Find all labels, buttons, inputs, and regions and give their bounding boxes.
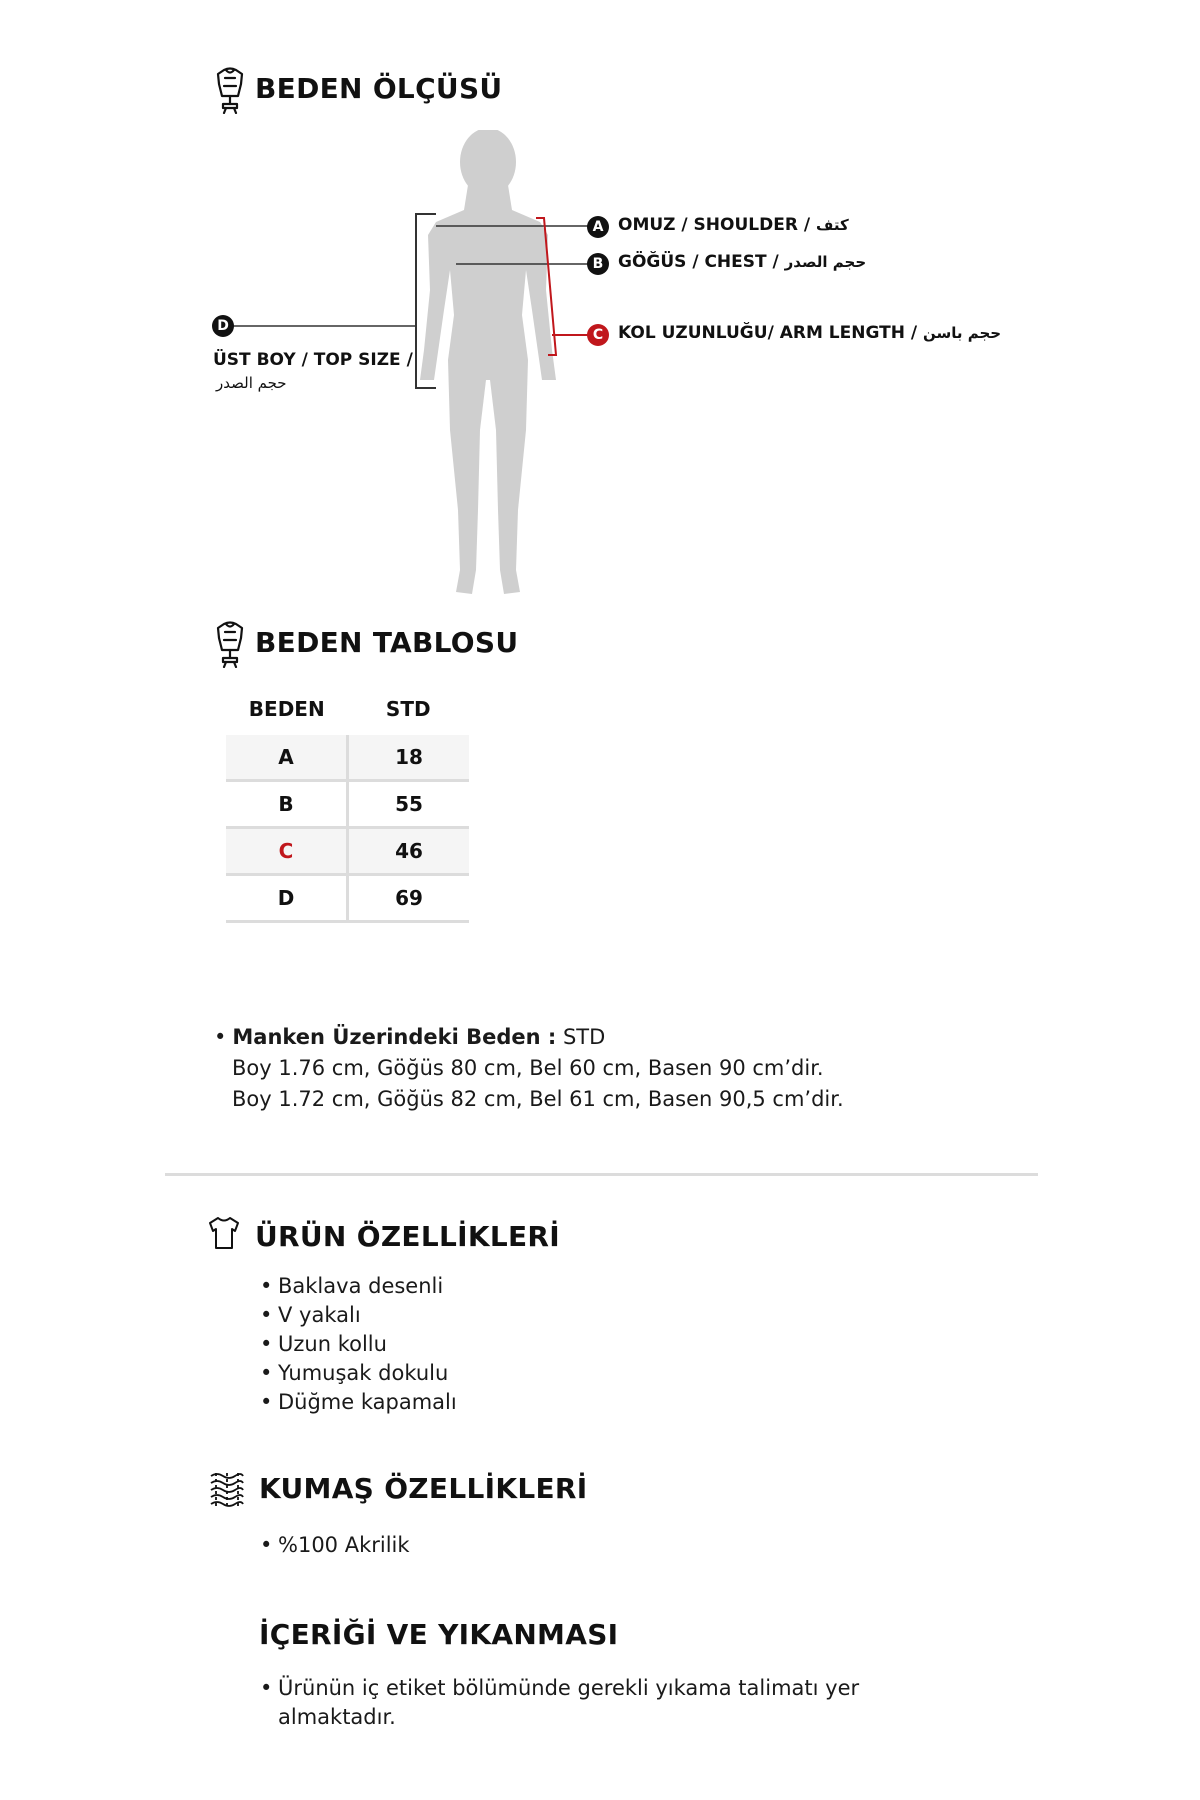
- care-title: İÇERİĞİ VE YIKANMASI: [259, 1618, 619, 1651]
- size-label: B: [226, 781, 348, 828]
- list-item: • Uzun kollu: [260, 1330, 457, 1359]
- list-item: • Düğme kapamalı: [260, 1388, 457, 1417]
- marker-a: A: [587, 216, 609, 238]
- list-item: • Yumuşak dokulu: [260, 1359, 457, 1388]
- label-d: ÜST BOY / TOP SIZE /: [213, 350, 413, 370]
- body-diagram: [200, 130, 1020, 610]
- fabric-icon: [208, 1470, 246, 1508]
- label-a: OMUZ / SHOULDER / كتف: [618, 215, 849, 235]
- fabric-features-list: [260, 1530, 410, 1561]
- female-silhouette: [420, 130, 556, 594]
- size-table-header-beden: BEDEN: [248, 697, 325, 721]
- model-info-measure-2: Boy 1.72 cm, Göğüs 82 cm, Bel 61 cm, Basen 90,5 cm’dir.: [232, 1087, 844, 1111]
- mannequin-icon: [214, 620, 246, 668]
- size-table-title: BEDEN TABLOSU: [255, 626, 519, 659]
- product-features-list: [260, 1272, 457, 1417]
- model-info-label: Manken Üzerindeki Beden :: [232, 1025, 557, 1049]
- label-b: GÖĞÜS / CHEST / حجم الصدر: [618, 252, 867, 272]
- size-value: 46: [348, 828, 470, 875]
- mannequin-icon: [214, 66, 246, 114]
- marker-d: D: [212, 315, 234, 337]
- care-list: [260, 1674, 960, 1732]
- size-table: [226, 683, 469, 923]
- tshirt-icon: [206, 1215, 242, 1251]
- section-divider: [165, 1173, 1038, 1176]
- model-info: [214, 1022, 844, 1115]
- product-features-title: ÜRÜN ÖZELLİKLERİ: [255, 1220, 560, 1253]
- marker-b: B: [587, 253, 609, 275]
- model-info-measure-1: Boy 1.76 cm, Göğüs 80 cm, Bel 60 cm, Basen 90 cm’dir.: [232, 1056, 824, 1080]
- size-value: 55: [348, 781, 470, 828]
- size-value: 18: [348, 735, 470, 781]
- size-label: C: [226, 828, 348, 875]
- table-row: [226, 735, 469, 781]
- measurement-title: BEDEN ÖLÇÜSÜ: [255, 72, 503, 105]
- marker-c: C: [587, 324, 609, 346]
- list-item: • V yakalı: [260, 1301, 457, 1330]
- table-row: [226, 875, 469, 922]
- table-row: [226, 781, 469, 828]
- size-value: 69: [348, 875, 470, 922]
- label-c-arabic: حجم باسن: [922, 324, 1002, 342]
- size-table-header-std: STD: [385, 697, 431, 721]
- model-info-line: • Manken Üzerindeki Beden : STD: [214, 1025, 606, 1049]
- list-item: • %100 Akrilik: [260, 1530, 410, 1561]
- list-item: • Baklava desenli: [260, 1272, 457, 1301]
- label-c: KOL UZUNLUĞU/ ARM LENGTH / حجم باسن: [618, 323, 1002, 343]
- size-label: D: [226, 875, 348, 922]
- model-info-size: STD: [562, 1025, 606, 1049]
- list-item: • Ürünün iç etiket bölümünde gerekli yıkama talimatı yer almaktadır.: [260, 1674, 960, 1732]
- fabric-features-title: KUMAŞ ÖZELLİKLERİ: [259, 1472, 588, 1505]
- table-row: [226, 828, 469, 875]
- size-label: A: [226, 735, 348, 781]
- label-a-arabic: كتف: [815, 216, 849, 234]
- label-b-arabic: حجم الصدر: [784, 253, 867, 271]
- label-d-arabic: حجم الصدر: [216, 374, 287, 392]
